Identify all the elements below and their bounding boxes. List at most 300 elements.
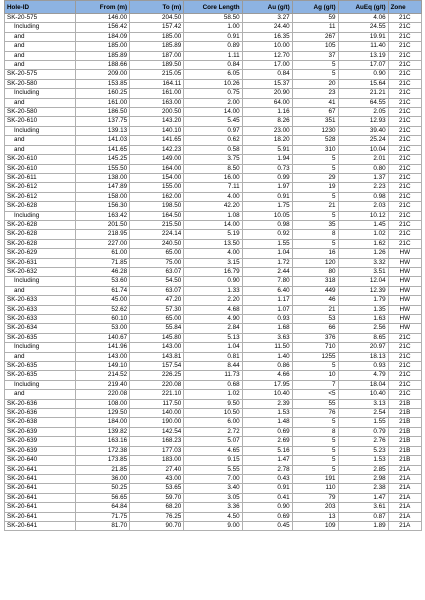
cell-from: 53.00 [75, 324, 129, 333]
cell-zone: 21A [388, 465, 421, 474]
drill-results-table-container [4, 0, 422, 531]
cell-core-length: 1.11 [184, 51, 242, 60]
cell-aueq: 2.98 [338, 474, 388, 483]
cell-zone: 21A [388, 474, 421, 483]
cell-core-length: 42.20 [184, 202, 242, 211]
column-header-aueq: AuEq (g/t) [338, 1, 388, 14]
cell-ag: 41 [292, 98, 338, 107]
cell-au: 5.16 [242, 446, 292, 455]
cell-au: 0.43 [242, 474, 292, 483]
cell-hole-id: and [5, 42, 76, 51]
cell-ag: 23 [292, 89, 338, 98]
cell-from: 186.50 [75, 108, 129, 117]
cell-ag: 29 [292, 173, 338, 182]
cell-au: 0.91 [242, 484, 292, 493]
cell-aueq: 1.45 [338, 220, 388, 229]
cell-aueq: 12.93 [338, 117, 388, 126]
cell-au: 1.75 [242, 202, 292, 211]
cell-au: 6.40 [242, 286, 292, 295]
table-row [5, 211, 422, 220]
cell-zone: HW [388, 324, 421, 333]
table-row [5, 23, 422, 32]
cell-core-length: 4.00 [184, 249, 242, 258]
cell-ag: 5 [292, 437, 338, 446]
cell-aueq: 15.64 [338, 79, 388, 88]
cell-core-length: 1.00 [184, 23, 242, 32]
cell-to: 54.50 [130, 277, 184, 286]
cell-ag: 5 [292, 164, 338, 173]
cell-zone: 21C [388, 98, 421, 107]
cell-hole-id: SK-20-611 [5, 173, 76, 182]
cell-core-length: 0.97 [184, 126, 242, 135]
cell-core-length: 3.75 [184, 155, 242, 164]
cell-from: 140.67 [75, 333, 129, 342]
cell-zone: 21C [388, 230, 421, 239]
cell-to: 185.89 [130, 42, 184, 51]
cell-to: 55.84 [130, 324, 184, 333]
cell-to: 75.00 [130, 258, 184, 267]
table-row [5, 61, 422, 70]
cell-to: 63.07 [130, 267, 184, 276]
cell-ag: 318 [292, 277, 338, 286]
cell-hole-id: SK-20-632 [5, 267, 76, 276]
table-row [5, 371, 422, 380]
cell-hole-id: SK-20-612 [5, 192, 76, 201]
cell-to: 161.00 [130, 89, 184, 98]
cell-core-length: 14.00 [184, 220, 242, 229]
cell-au: 0.93 [242, 315, 292, 324]
cell-hole-id: SK-20-641 [5, 493, 76, 502]
cell-from: 139.13 [75, 126, 129, 135]
cell-hole-id: SK-20-633 [5, 305, 76, 314]
table-row [5, 474, 422, 483]
cell-core-length: 1.33 [184, 286, 242, 295]
cell-au: 11.50 [242, 343, 292, 352]
table-row [5, 465, 422, 474]
cell-core-length: 10.26 [184, 79, 242, 88]
cell-from: 172.38 [75, 446, 129, 455]
cell-to: 142.54 [130, 427, 184, 436]
cell-aueq: 3.51 [338, 267, 388, 276]
cell-core-length: 11.73 [184, 371, 242, 380]
cell-core-length: 6.00 [184, 418, 242, 427]
table-row [5, 108, 422, 117]
cell-core-length: 16.79 [184, 267, 242, 276]
cell-hole-id: SK-20-640 [5, 456, 76, 465]
cell-aueq: 18.13 [338, 352, 388, 361]
cell-au: 0.84 [242, 70, 292, 79]
cell-aueq: 3.32 [338, 258, 388, 267]
cell-aueq: 2.01 [338, 155, 388, 164]
cell-ag: 105 [292, 42, 338, 51]
cell-hole-id: Including [5, 380, 76, 389]
cell-ag: 203 [292, 503, 338, 512]
cell-core-length: 2.00 [184, 98, 242, 107]
cell-aueq: 2.76 [338, 437, 388, 446]
cell-hole-id: SK-20-639 [5, 446, 76, 455]
cell-to: 140.10 [130, 126, 184, 135]
cell-ag: 528 [292, 136, 338, 145]
cell-core-length: 5.45 [184, 117, 242, 126]
cell-hole-id: SK-20-633 [5, 296, 76, 305]
column-header-zone: Zone [388, 1, 421, 14]
cell-to: 142.23 [130, 145, 184, 154]
cell-aueq: 2.05 [338, 108, 388, 117]
cell-hole-id: SK-20-641 [5, 503, 76, 512]
table-row [5, 42, 422, 51]
cell-zone: HW [388, 296, 421, 305]
cell-from: 53.60 [75, 277, 129, 286]
cell-ag: 5 [292, 192, 338, 201]
cell-au: 16.35 [242, 32, 292, 41]
table-row [5, 305, 422, 314]
header-row [5, 1, 422, 14]
cell-ag: 79 [292, 493, 338, 502]
cell-ag: 310 [292, 145, 338, 154]
cell-hole-id: SK-20-610 [5, 117, 76, 126]
cell-core-length: 5.19 [184, 230, 242, 239]
cell-zone: 21B [388, 399, 421, 408]
cell-hole-id: SK-20-631 [5, 258, 76, 267]
cell-from: 50.25 [75, 484, 129, 493]
drill-results-table [4, 0, 422, 531]
cell-aueq: 2.54 [338, 409, 388, 418]
cell-from: 21.85 [75, 465, 129, 474]
cell-hole-id: SK-20-638 [5, 418, 76, 427]
cell-from: 219.40 [75, 380, 129, 389]
cell-hole-id: Including [5, 343, 76, 352]
cell-au: 0.92 [242, 230, 292, 239]
cell-core-length: 1.04 [184, 343, 242, 352]
cell-ag: 13 [292, 512, 338, 521]
cell-aueq: 25.24 [338, 136, 388, 145]
cell-au: 1.53 [242, 409, 292, 418]
cell-zone: 21C [388, 14, 421, 23]
cell-to: 57.30 [130, 305, 184, 314]
cell-aueq: 3.13 [338, 399, 388, 408]
cell-to: 163.00 [130, 98, 184, 107]
table-row [5, 362, 422, 371]
cell-au: 0.73 [242, 164, 292, 173]
cell-hole-id: SK-20-628 [5, 239, 76, 248]
cell-hole-id: SK-20-610 [5, 164, 76, 173]
cell-from: 141.96 [75, 343, 129, 352]
cell-zone: 21C [388, 32, 421, 41]
cell-core-length: 4.50 [184, 512, 242, 521]
cell-zone: 21B [388, 409, 421, 418]
column-header-core-length: Core Length [184, 1, 242, 14]
cell-hole-id: SK-20-641 [5, 484, 76, 493]
cell-zone: HW [388, 258, 421, 267]
cell-au: 1.97 [242, 183, 292, 192]
table-row [5, 155, 422, 164]
cell-au: 10.05 [242, 211, 292, 220]
cell-ag: 5 [292, 456, 338, 465]
cell-au: 2.39 [242, 399, 292, 408]
cell-core-length: 0.68 [184, 380, 242, 389]
cell-ag: 5 [292, 465, 338, 474]
cell-core-length: 2.20 [184, 296, 242, 305]
cell-from: 81.70 [75, 521, 129, 530]
cell-ag: 21 [292, 305, 338, 314]
cell-hole-id: and [5, 352, 76, 361]
cell-to: 157.54 [130, 362, 184, 371]
cell-aueq: 1.62 [338, 239, 388, 248]
cell-zone: 21C [388, 117, 421, 126]
cell-to: 145.80 [130, 333, 184, 342]
cell-hole-id: SK-20-636 [5, 409, 76, 418]
cell-au: 10.00 [242, 42, 292, 51]
cell-hole-id: and [5, 51, 76, 60]
cell-from: 138.00 [75, 173, 129, 182]
cell-aueq: 2.38 [338, 484, 388, 493]
table-row [5, 258, 422, 267]
column-header-ag: Ag (g/t) [292, 1, 338, 14]
cell-ag: 55 [292, 399, 338, 408]
table-row [5, 51, 422, 60]
cell-to: 68.20 [130, 503, 184, 512]
cell-hole-id: and [5, 286, 76, 295]
cell-au: 17.00 [242, 61, 292, 70]
cell-from: 218.95 [75, 230, 129, 239]
table-row [5, 192, 422, 201]
cell-hole-id: SK-20-610 [5, 155, 76, 164]
cell-core-length: 0.62 [184, 136, 242, 145]
cell-core-length: 13.50 [184, 239, 242, 248]
cell-to: 240.50 [130, 239, 184, 248]
cell-to: 157.42 [130, 23, 184, 32]
cell-zone: HW [388, 267, 421, 276]
cell-hole-id: Including [5, 277, 76, 286]
table-row [5, 484, 422, 493]
table-row [5, 70, 422, 79]
cell-zone: 21B [388, 446, 421, 455]
table-row [5, 315, 422, 324]
table-row [5, 418, 422, 427]
cell-aueq: 2.56 [338, 324, 388, 333]
cell-zone: 21C [388, 390, 421, 399]
cell-to: 53.65 [130, 484, 184, 493]
cell-to: 59.70 [130, 493, 184, 502]
cell-core-length: 1.08 [184, 211, 242, 220]
cell-ag: 5 [292, 239, 338, 248]
table-row [5, 267, 422, 276]
cell-from: 184.00 [75, 418, 129, 427]
cell-aueq: 12.39 [338, 286, 388, 295]
cell-au: 0.98 [242, 220, 292, 229]
cell-zone: 21C [388, 51, 421, 60]
cell-hole-id: SK-20-612 [5, 183, 76, 192]
cell-hole-id: Including [5, 23, 76, 32]
cell-from: 108.00 [75, 399, 129, 408]
table-row [5, 98, 422, 107]
cell-zone: HW [388, 286, 421, 295]
cell-hole-id: SK-20-641 [5, 512, 76, 521]
cell-from: 227.00 [75, 239, 129, 248]
cell-hole-id: SK-20-639 [5, 437, 76, 446]
cell-from: 56.65 [75, 493, 129, 502]
cell-to: 183.00 [130, 456, 184, 465]
cell-to: 215.50 [130, 220, 184, 229]
cell-ag: 35 [292, 220, 338, 229]
cell-aueq: 17.07 [338, 61, 388, 70]
cell-to: 204.50 [130, 14, 184, 23]
cell-aueq: 0.79 [338, 427, 388, 436]
cell-to: 155.00 [130, 183, 184, 192]
cell-aueq: 0.87 [338, 512, 388, 521]
cell-au: 1.17 [242, 296, 292, 305]
cell-hole-id: SK-20-575 [5, 70, 76, 79]
cell-to: 27.40 [130, 465, 184, 474]
cell-from: 156.30 [75, 202, 129, 211]
cell-zone: 21A [388, 512, 421, 521]
cell-core-length: 0.91 [184, 32, 242, 41]
cell-aueq: 4.79 [338, 371, 388, 380]
cell-aueq: 11.40 [338, 42, 388, 51]
cell-zone: 21C [388, 380, 421, 389]
cell-core-length: 9.50 [184, 399, 242, 408]
cell-to: 168.23 [130, 437, 184, 446]
cell-core-length: 7.00 [184, 474, 242, 483]
cell-au: 0.45 [242, 521, 292, 530]
cell-au: 23.00 [242, 126, 292, 135]
cell-au: 0.69 [242, 427, 292, 436]
cell-to: 177.03 [130, 446, 184, 455]
cell-core-length: 9.00 [184, 521, 242, 530]
cell-au: 4.66 [242, 371, 292, 380]
cell-core-length: 7.11 [184, 183, 242, 192]
cell-core-length: 6.05 [184, 70, 242, 79]
cell-to: 90.70 [130, 521, 184, 530]
table-row [5, 117, 422, 126]
table-row [5, 249, 422, 258]
cell-hole-id: SK-20-628 [5, 202, 76, 211]
cell-au: 1.68 [242, 324, 292, 333]
cell-from: 209.00 [75, 70, 129, 79]
cell-from: 220.08 [75, 390, 129, 399]
cell-ag: 109 [292, 521, 338, 530]
cell-aueq: 1.89 [338, 521, 388, 530]
cell-to: 164.00 [130, 164, 184, 173]
cell-from: 61.00 [75, 249, 129, 258]
cell-from: 61.74 [75, 286, 129, 295]
table-row [5, 202, 422, 211]
cell-zone: 21C [388, 202, 421, 211]
cell-hole-id: SK-20-639 [5, 427, 76, 436]
cell-ag: 19 [292, 183, 338, 192]
cell-core-length: 0.58 [184, 145, 242, 154]
cell-ag: 10 [292, 371, 338, 380]
cell-hole-id: Including [5, 126, 76, 135]
cell-ag: 351 [292, 117, 338, 126]
cell-zone: HW [388, 315, 421, 324]
cell-aueq: 1.47 [338, 493, 388, 502]
cell-to: 190.00 [130, 418, 184, 427]
cell-ag: 20 [292, 79, 338, 88]
cell-hole-id: SK-20-636 [5, 399, 76, 408]
cell-from: 163.42 [75, 211, 129, 220]
cell-ag: 5 [292, 211, 338, 220]
cell-core-length: 3.15 [184, 258, 242, 267]
cell-ag: 5 [292, 70, 338, 79]
cell-au: 1.72 [242, 258, 292, 267]
cell-core-length: 4.65 [184, 446, 242, 455]
cell-au: 24.40 [242, 23, 292, 32]
cell-zone: 21C [388, 352, 421, 361]
table-row [5, 409, 422, 418]
cell-au: 0.99 [242, 173, 292, 182]
cell-aueq: 10.04 [338, 145, 388, 154]
table-row [5, 14, 422, 23]
cell-ag: 191 [292, 474, 338, 483]
cell-to: 65.00 [130, 315, 184, 324]
cell-core-length: 2.72 [184, 427, 242, 436]
cell-hole-id: and [5, 61, 76, 70]
cell-aueq: 10.40 [338, 390, 388, 399]
table-row [5, 437, 422, 446]
cell-zone: 21C [388, 70, 421, 79]
column-header-au: Au (g/t) [242, 1, 292, 14]
cell-aueq: 2.85 [338, 465, 388, 474]
cell-from: 137.75 [75, 117, 129, 126]
cell-aueq: 64.55 [338, 98, 388, 107]
cell-core-length: 0.75 [184, 89, 242, 98]
cell-from: 141.65 [75, 145, 129, 154]
cell-ag: 267 [292, 32, 338, 41]
column-header-hole-id: Hole-ID [5, 1, 76, 14]
cell-zone: 21C [388, 173, 421, 182]
cell-aueq: 18.04 [338, 380, 388, 389]
cell-aueq: 3.61 [338, 503, 388, 512]
cell-from: 45.00 [75, 296, 129, 305]
cell-ag: 16 [292, 249, 338, 258]
cell-ag: 710 [292, 343, 338, 352]
cell-core-length: 5.07 [184, 437, 242, 446]
cell-from: 185.00 [75, 42, 129, 51]
cell-aueq: 1.53 [338, 456, 388, 465]
cell-au: 18.20 [242, 136, 292, 145]
cell-hole-id: SK-20-580 [5, 79, 76, 88]
cell-from: 188.66 [75, 61, 129, 70]
cell-aueq: 1.37 [338, 173, 388, 182]
cell-au: 20.90 [242, 89, 292, 98]
table-row [5, 446, 422, 455]
cell-zone: 21A [388, 503, 421, 512]
cell-ag: 449 [292, 286, 338, 295]
cell-hole-id: and [5, 136, 76, 145]
table-row [5, 521, 422, 530]
cell-zone: 21C [388, 79, 421, 88]
cell-from: 141.03 [75, 136, 129, 145]
cell-core-length: 4.00 [184, 192, 242, 201]
cell-aueq: 1.63 [338, 315, 388, 324]
cell-hole-id: Including [5, 211, 76, 220]
cell-au: 1.07 [242, 305, 292, 314]
cell-au: 1.16 [242, 108, 292, 117]
cell-ag: 66 [292, 324, 338, 333]
cell-zone: 21C [388, 61, 421, 70]
cell-to: 140.00 [130, 409, 184, 418]
cell-ag: 8 [292, 427, 338, 436]
cell-au: 1.04 [242, 249, 292, 258]
cell-hole-id: SK-20-629 [5, 249, 76, 258]
cell-hole-id: SK-20-635 [5, 371, 76, 380]
cell-au: 12.70 [242, 51, 292, 60]
cell-hole-id: SK-20-641 [5, 521, 76, 530]
cell-au: 1.40 [242, 352, 292, 361]
cell-ag: 67 [292, 108, 338, 117]
cell-to: 141.65 [130, 136, 184, 145]
